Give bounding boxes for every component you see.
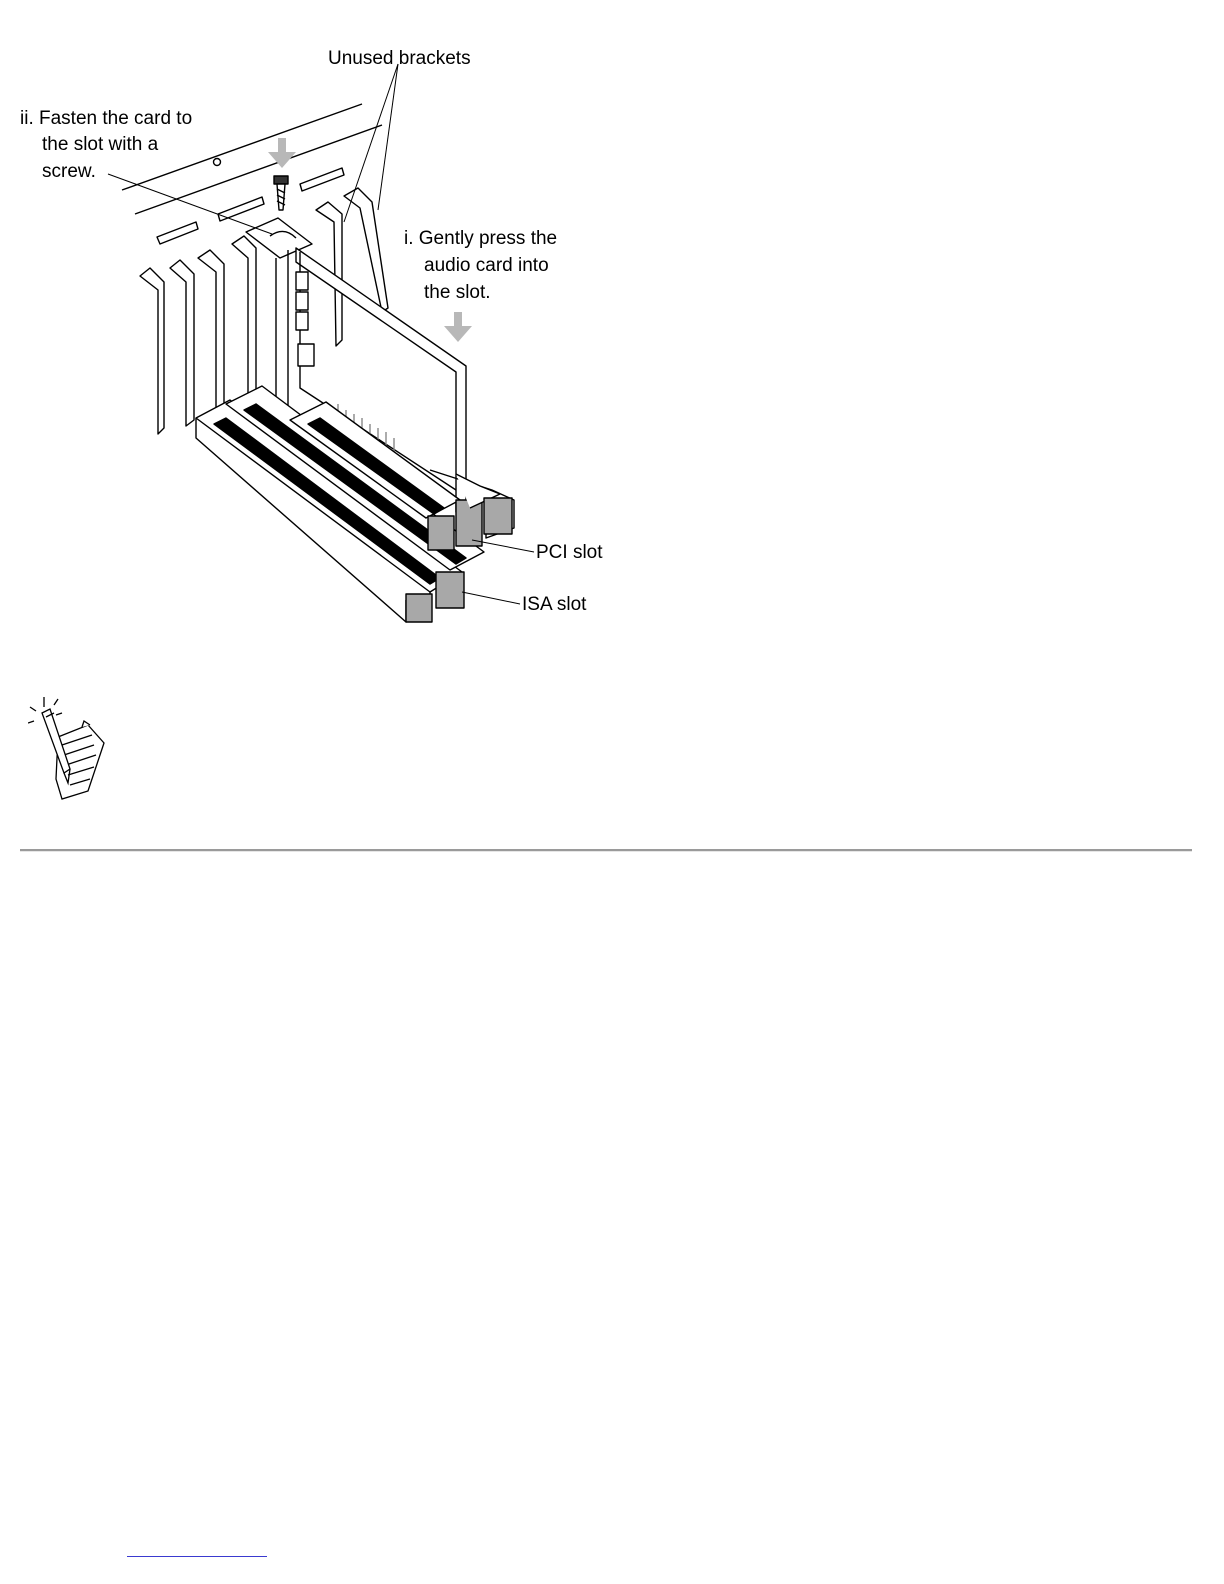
label-press-line2: audio card into bbox=[424, 255, 549, 276]
screw-icon bbox=[274, 176, 288, 210]
label-unused-brackets: Unused brackets bbox=[328, 48, 471, 69]
note-pencil-icon bbox=[28, 695, 108, 805]
label-press-line1: i. Gently press the bbox=[404, 228, 558, 249]
label-pci-slot: PCI slot bbox=[536, 542, 603, 563]
card-installation-diagram bbox=[0, 0, 640, 640]
horizontal-divider bbox=[20, 849, 1192, 852]
label-press-line3: the slot. bbox=[424, 282, 491, 303]
label-fasten-line3: screw. bbox=[42, 161, 96, 182]
unused-brackets bbox=[316, 188, 388, 346]
footer-link-underline[interactable] bbox=[127, 1556, 267, 1557]
label-isa-slot: ISA slot bbox=[522, 594, 587, 615]
label-fasten-line2: the slot with a bbox=[42, 134, 159, 155]
label-fasten-line1: ii. Fasten the card to bbox=[20, 108, 193, 129]
